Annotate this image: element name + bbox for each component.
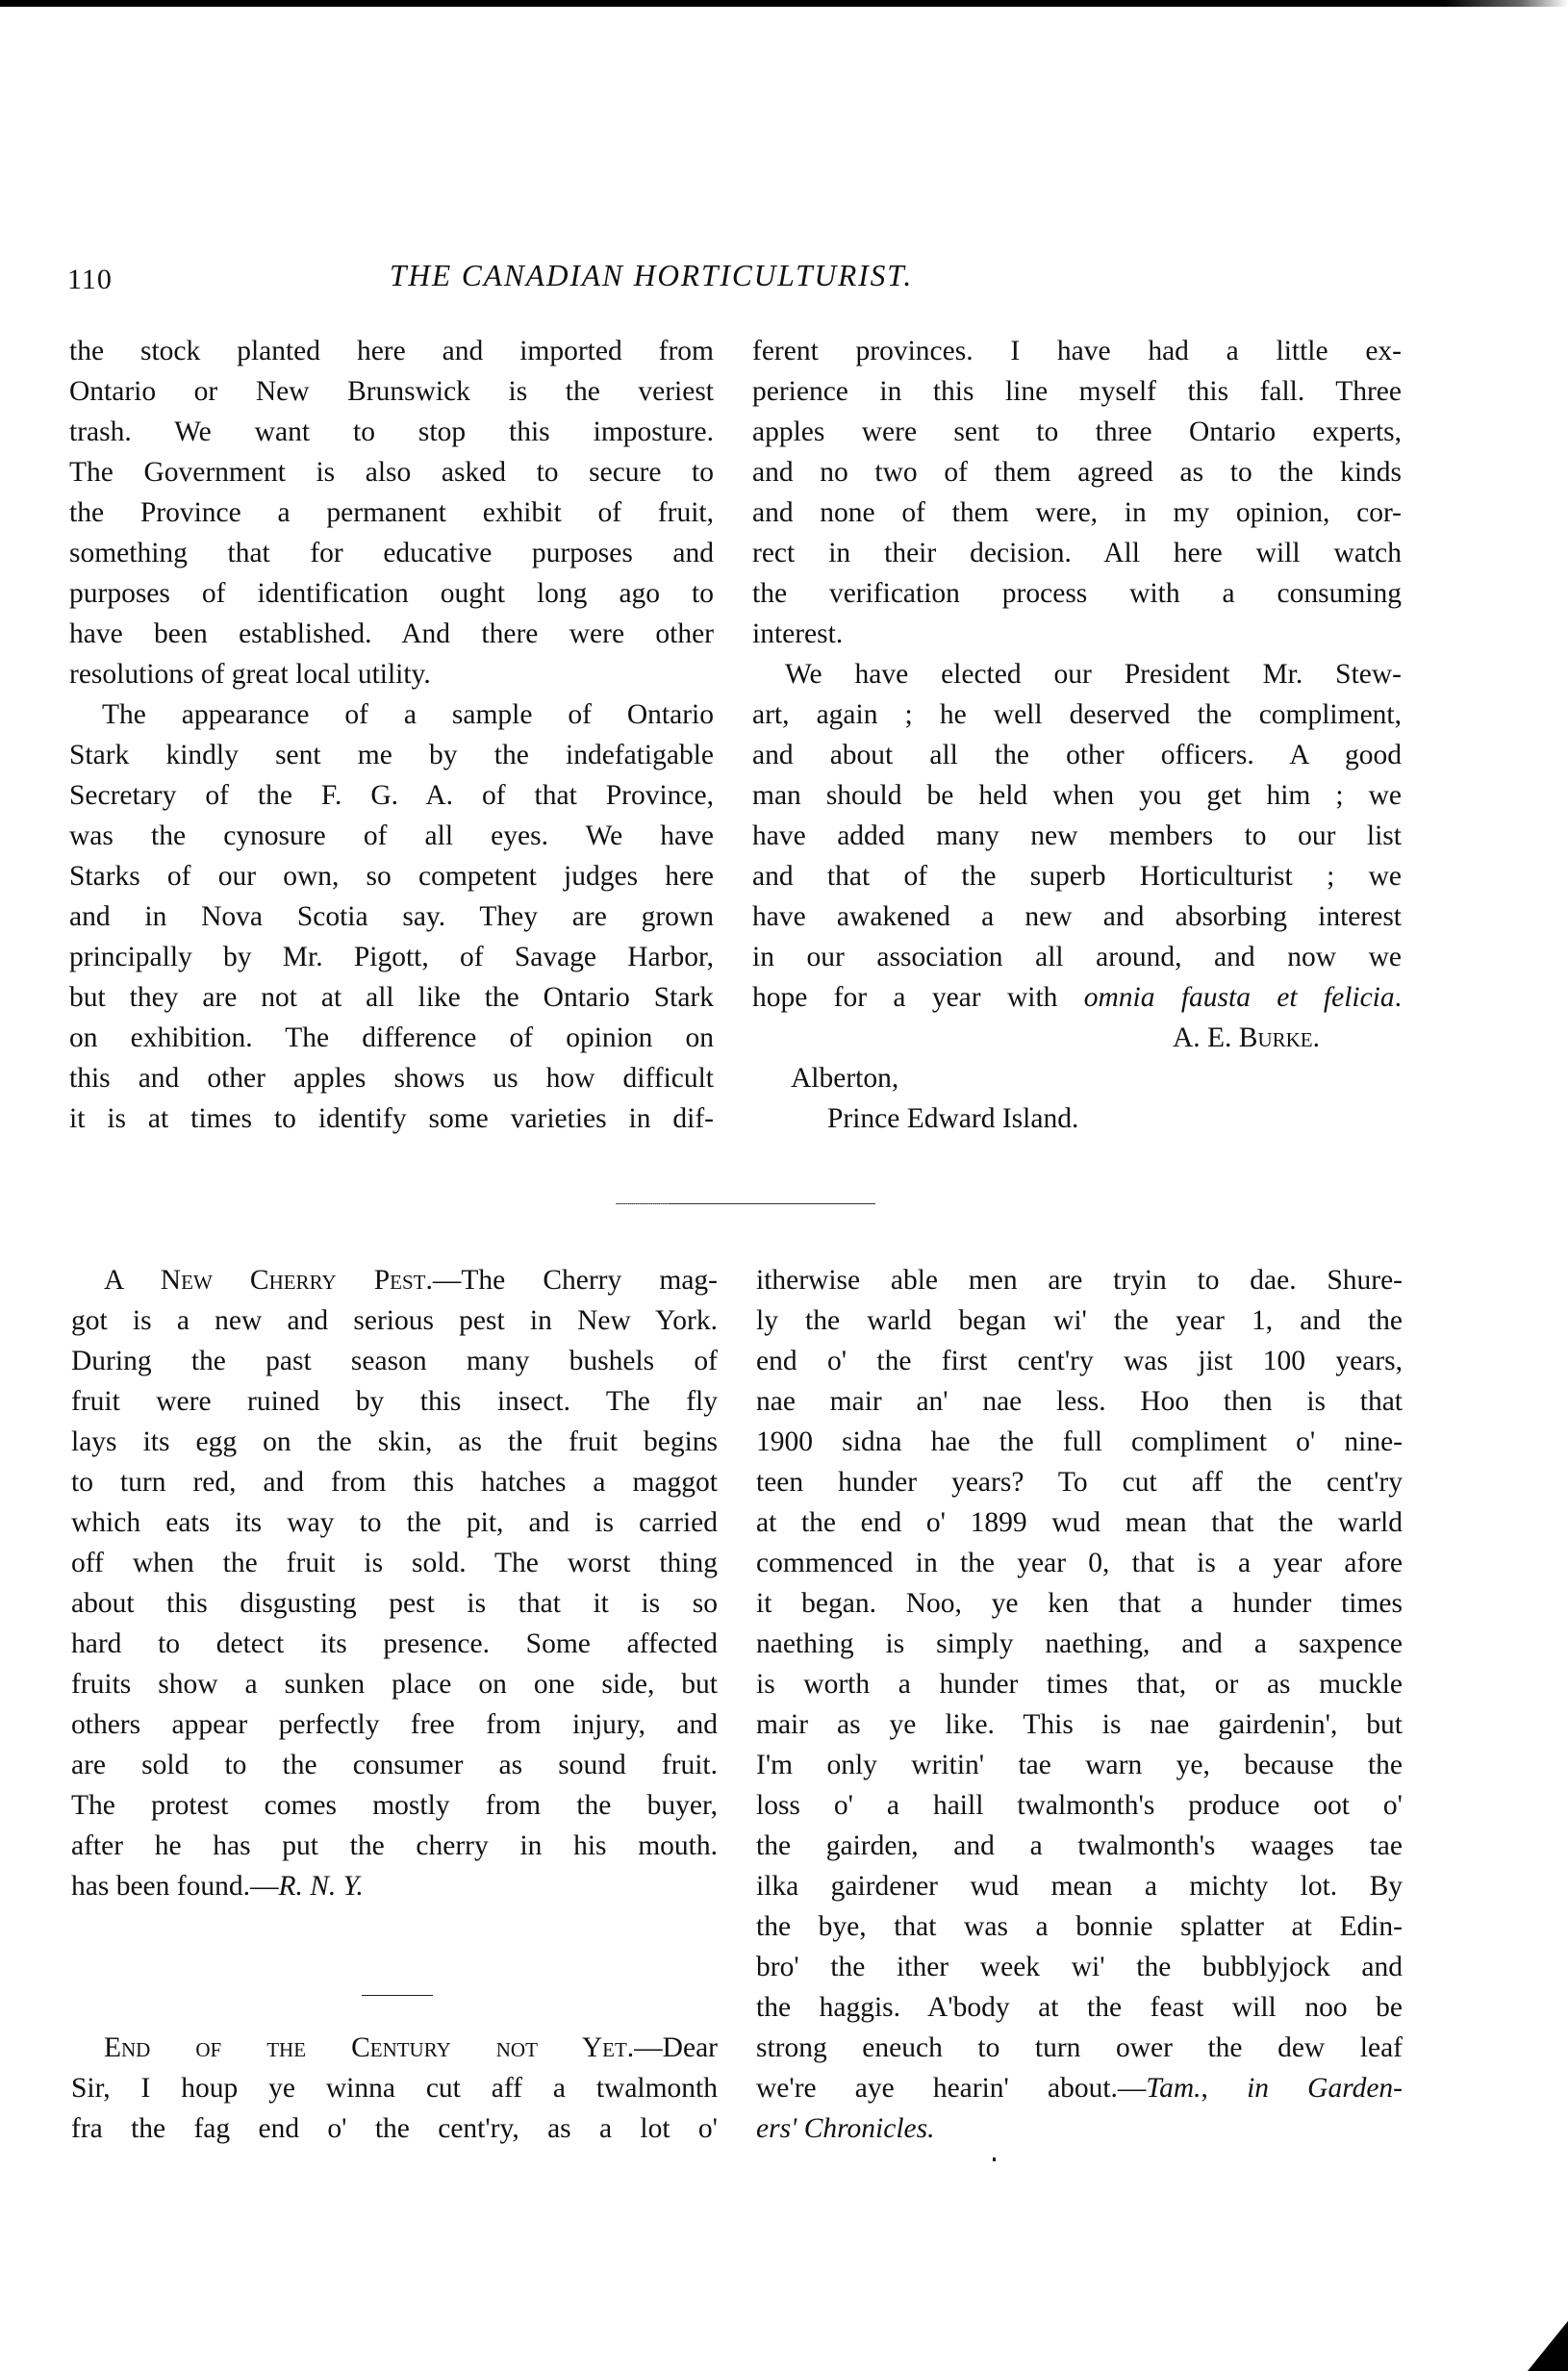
latin-phrase: omnia fausta et felicia	[1083, 982, 1395, 1013]
text-line: hard to detect its presence. Some affected	[71, 1628, 718, 1659]
text-line: fruit were ruined by this insect. The fly	[71, 1386, 718, 1417]
cherry-pest-first-line	[71, 1260, 718, 1300]
article-divider	[362, 1995, 433, 1996]
top-article-column-1	[69, 331, 714, 1139]
text-line: was the cynosure of all eyes. We have	[69, 820, 714, 851]
text-line: have awakened a new and absorbing interest	[752, 901, 1402, 932]
text-line: rect in their decision. All here will watch	[752, 538, 1402, 568]
text-line: resolutions of great local utility.	[69, 659, 431, 690]
spacer	[71, 1906, 718, 1947]
text-line: principally by Mr. Pigott, of Savage Harbor,	[69, 942, 714, 972]
text-line: naething is simply naething, and a saxpence	[756, 1628, 1403, 1659]
closing-source-continued: ers' Chronicles.	[756, 2113, 935, 2144]
text-line: interest.	[752, 618, 844, 649]
source-citation: R. N. Y.	[278, 1871, 364, 1902]
text-line: During the past season many bushels of	[71, 1346, 718, 1376]
text-line: to turn red, and from this hatches a maggot	[71, 1467, 718, 1498]
text-line: the stock planted here and imported from	[69, 336, 714, 366]
text-line: and in Nova Scotia say. They are grown	[69, 901, 714, 932]
text-line: about this disgusting pest is that it is so	[71, 1588, 718, 1619]
paragraph-start-line: We have elected our President Mr. Stew-	[785, 659, 1402, 690]
text-line: it is at times to identify some varieties in dif-	[69, 1103, 714, 1134]
text-line: something that for educative purposes and	[69, 538, 714, 568]
text-line: it began. Noo, ye ken that a hunder times	[756, 1588, 1403, 1619]
text-line: Stark kindly sent me by the indefatigable	[69, 740, 714, 770]
text-line: loss o' a haill twalmonth's produce oot o'	[756, 1790, 1403, 1821]
century-closing-line	[756, 2068, 1403, 2108]
first-line-rest: The Cherry mag-	[461, 1265, 719, 1296]
place-line-2: Prince Edward Island.	[827, 1103, 1079, 1134]
century-heading: End of the Century not Yet.	[104, 2032, 635, 2063]
closing-line	[752, 977, 1402, 1018]
text-line: off when the fruit is sold. The worst thing	[71, 1548, 718, 1578]
text-line: strong eneuch to turn ower the dew leaf	[756, 2032, 1403, 2063]
text-line: bro' the ither week wi' the bubblyjock and	[756, 1952, 1403, 1982]
text-line: trash. We want to stop this imposture.	[69, 416, 714, 447]
closing-line-prefix: hope for a year with	[752, 982, 1084, 1013]
text-line: in our association all around, and now we	[752, 942, 1402, 972]
text-line: at the end o' 1899 wud mean that the warld	[756, 1507, 1403, 1538]
text-line: the haggis. A'body at the feast will noo be	[756, 1992, 1403, 2023]
text-line: on exhibition. The difference of opinion on	[69, 1022, 714, 1053]
text-line: the verification process with a consuming	[752, 578, 1402, 609]
text-line: and none of them were, in my opinion, cor-	[752, 497, 1402, 528]
text-line: purposes of identification ought long ago to	[69, 578, 714, 609]
text-line: which eats its way to the pit, and is carried	[71, 1507, 718, 1538]
text-line: is worth a hunder times that, or as muckle	[756, 1669, 1403, 1700]
closing-source: in Garden-	[1247, 2073, 1403, 2104]
text-line: and no two of them agreed as to the kinds	[752, 457, 1402, 488]
text-line: Ontario or New Brunswick is the veriest	[69, 376, 714, 407]
text-line: but they are not at all like the Ontario Stark	[69, 982, 714, 1013]
running-head	[67, 258, 1414, 300]
text-line: end o' the first cent'ry was jist 100 years,	[756, 1346, 1403, 1376]
text-line: Secretary of the F. G. A. of that Province,	[69, 780, 714, 811]
text-line: art, again ; he well deserved the compliment,	[752, 699, 1402, 730]
spacer	[71, 1987, 718, 2028]
closing-author: Tam.	[1146, 2073, 1201, 2104]
text-line: Starks of our own, so competent judges here	[69, 861, 714, 892]
place-line-1: Alberton,	[791, 1063, 899, 1094]
journal-title: THE CANADIAN HORTICULTURIST.	[390, 258, 914, 292]
text-line: 1900 sidna hae the full compliment o' nine-	[756, 1426, 1403, 1457]
section-divider	[616, 1203, 875, 1204]
heading-dash: —	[634, 2032, 663, 2063]
first-line-rest: Dear	[662, 2032, 718, 2063]
text-line: I'm only writin' tae warn ye, because the	[756, 1750, 1403, 1780]
last-line-prefix: has been found.—	[71, 1871, 279, 1902]
text-line: after he has put the cherry in his mouth.	[71, 1830, 718, 1861]
text-line: The protest comes mostly from the buyer,	[71, 1790, 718, 1821]
text-line: itherwise able men are tryin to dae. Shure-	[756, 1265, 1403, 1296]
text-line: this and other apples shows us how difficult	[69, 1063, 714, 1094]
text-line: ilka gairdener wud mean a michty lot. By	[756, 1871, 1403, 1902]
page-number: 110	[67, 264, 113, 295]
cherry-pest-heading: A New Cherry Pest.	[104, 1265, 433, 1296]
text-line: are sold to the consumer as sound fruit.	[71, 1750, 718, 1780]
text-line: got is a new and serious pest in New York.	[71, 1305, 718, 1336]
text-line: the gairden, and a twalmonth's waages tae	[756, 1830, 1403, 1861]
text-line: teen hunder years? To cut aff the cent'ry	[756, 1467, 1403, 1498]
text-line: the Province a permanent exhibit of fruit,	[69, 497, 714, 528]
text-line: mair as ye like. This is nae gairdenin', but	[756, 1709, 1403, 1740]
heading-dash: —	[432, 1265, 462, 1296]
text-line: commenced in the year 0, that is a year afore	[756, 1548, 1403, 1578]
closing-line-suffix: .	[1394, 982, 1403, 1013]
text-line: others appear perfectly free from injury, and	[71, 1709, 718, 1740]
century-first-line	[71, 2028, 718, 2068]
bottom-column-1	[71, 1260, 718, 2149]
closing-comma: ,	[1201, 2073, 1248, 2104]
cherry-pest-last-line	[71, 1866, 718, 1906]
paragraph-start-line: The appearance of a sample of Ontario	[102, 699, 714, 730]
text-line: have been established. And there were other	[69, 618, 714, 649]
page-top-edge-shadow	[0, 0, 1568, 7]
print-speck	[993, 2157, 996, 2161]
text-line: and that of the superb Horticulturist ; we	[752, 861, 1402, 892]
text-line: The Government is also asked to secure to	[69, 457, 714, 488]
page-corner-triangle-icon	[1528, 2321, 1568, 2371]
text-line: ly the warld began wi' the year 1, and the	[756, 1305, 1403, 1336]
bottom-column-2	[756, 1260, 1403, 2149]
text-line: man should be held when you get him ; we	[752, 780, 1402, 811]
text-line: fra the fag end o' the cent'ry, as a lot o'	[71, 2113, 718, 2144]
text-line: have added many new members to our list	[752, 820, 1402, 851]
closing-prefix: we're aye hearin' about.—	[756, 2073, 1147, 2104]
text-line: lays its egg on the skin, as the fruit begins	[71, 1426, 718, 1457]
text-line: ferent provinces. I have had a little ex-	[752, 336, 1402, 366]
text-line: fruits show a sunken place on one side, but	[71, 1669, 718, 1700]
text-line: apples were sent to three Ontario experts,	[752, 416, 1402, 447]
text-line: nae mair an' nae less. Hoo then is that	[756, 1386, 1403, 1417]
author-signature: A. E. Burke.	[1172, 1022, 1320, 1053]
text-line: the bye, that was a bonnie splatter at Edin-	[756, 1911, 1403, 1942]
top-article-column-2	[752, 331, 1402, 1139]
text-line: perience in this line myself this fall. Three	[752, 376, 1402, 407]
spacer	[71, 1947, 718, 1987]
text-line: Sir, I houp ye winna cut aff a twalmonth	[71, 2073, 718, 2104]
text-line: and about all the other officers. A good	[752, 740, 1402, 770]
